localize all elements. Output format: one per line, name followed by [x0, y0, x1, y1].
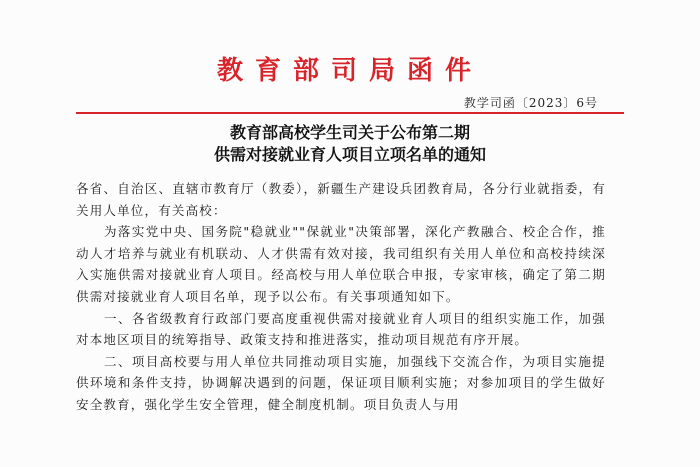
document-number: 教学司函〔2023〕6号 [463, 96, 598, 110]
document-body [76, 178, 606, 416]
title-line-1: 教育部高校学生司关于公布第二期 [229, 123, 470, 142]
letterhead: 教育部司局函件 [216, 56, 483, 86]
body-paragraph: 一、各省级教育行政部门要高度重视供需对接就业育人项目的组织实施工作，加强对本地区项目的统筹指导、政策支持和推进落实，推动项目规范有序开展。 [76, 310, 606, 348]
body-paragraph: 二、项目高校要与用人单位共同推动项目实施，加强线下交流合作，为项目实施提供环境和条件支持，协调解决遇到的问题，保证项目顺利实施；对参加项目的学生做好安全教育，强化学生安全管理，健全制度机制。项目负责人与用 [76, 353, 606, 412]
title-line-2: 供需对接就业育人项目立项名单的通知 [213, 145, 486, 164]
salutation-paragraph: 各省、自治区、直辖市教育厅（教委），新疆生产建设兵团教育局，各分行业就指委，有关用人单位，有关高校： [76, 181, 606, 218]
document-title [0, 122, 700, 166]
body-paragraph: 为落实党中央、国务院"稳就业""保就业"决策部署，深化产教融合、校企合作，推动人才培养与就业有机联动、人才供需有效对接，我司组织有关用人单位和高校持续深入实施供需对接就业育人项目。经高校与用人单位联合申报，专家审核，确定了第二期供需对接就业育人项目名单，现予以公布。有关事项通知如下。 [76, 224, 606, 304]
red-divider-line [76, 112, 624, 114]
